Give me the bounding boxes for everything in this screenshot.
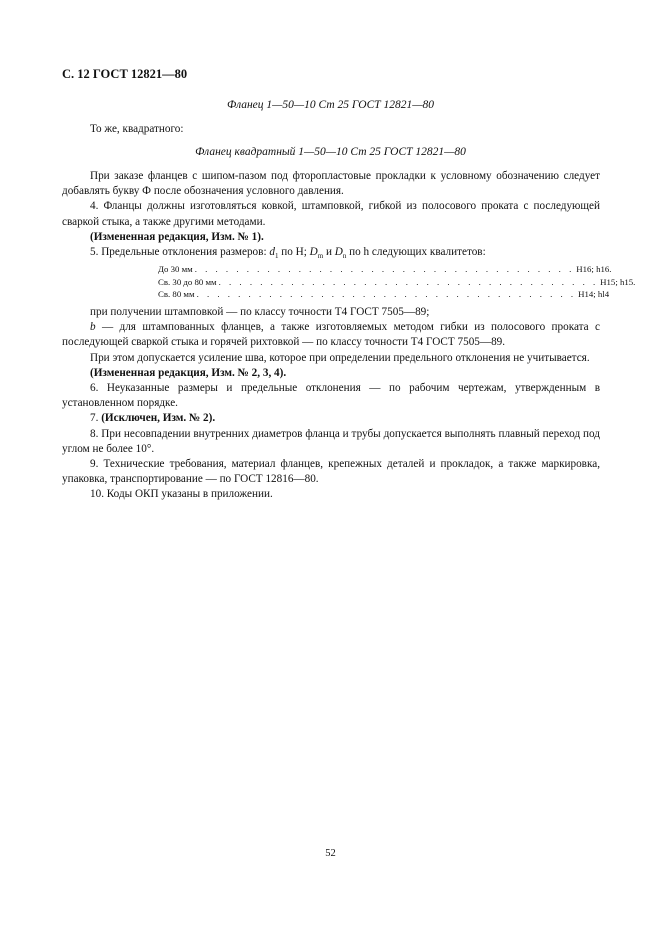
main-text-block-1 [62,169,600,264]
paragraph-7 [62,411,600,426]
paragraph-6: 6. Неуказанные размеры и предельные отклонения — по рабочим чертежам, утвержденным в установленном порядке. [62,382,600,410]
paragraph-stamping: при получении штамповкой — по классу точности Т4 ГОСТ 7505—89; [90,306,430,318]
same-square-line: То же, квадратного: [90,123,184,135]
leader-dots: . . . . . . . . . . . . . . . . . . . . . . . . . . . . . . . . . . . . . [194,264,575,274]
leader-dots: . . . . . . . . . . . . . . . . . . . . . . . . . . . . . . . . . . . . . [196,289,577,300]
p5-and: и [323,246,335,259]
paragraph-weld: При этом допускается усиление шва, которое при определении предельного отклонения не учитывается. [90,351,590,364]
table-row-label: До 30 мм [158,264,193,274]
table-row [158,263,612,276]
leader-dots: . . . . . . . . . . . . . . . . . . . . . . . . . . . . . . . . . . . . . [218,276,599,287]
paragraph-order: При заказе фланцев с шипом-пазом под фторопластовые прокладки к условному обозначению следует добавлять букву Ф после обозначения условного давления. [62,170,600,198]
p7-text: (Исключен, Изм. № 2). [101,412,216,425]
paragraph-4: 4. Фланцы должны изготовляться ковкой, штамповкой, гибкой из полосового проката с последующей сваркой стыка, а также другими методами. [62,200,600,228]
p-b-var: b [90,321,96,334]
paragraph-10: 10. Коды ОКП указаны в приложении. [90,488,273,501]
paragraph-9: 9. Технические требования, материал фланцев, крепежных деталей и прокладок, а также маркировка, упаковка, транспортирование — по ГОСТ 12816—80. [62,458,600,486]
p-b-text: — для штампованных фланцев, а также изготовляемых методом гибки из полосового проката с последующей сваркой стыка и горячей рихтовкой — по классу точности Т4 ГОСТ 7505—89. [62,321,600,349]
p5-dn-sub: n [342,252,347,261]
main-text-block-2 [62,305,600,503]
p5-rest: по h следующих квалитетов: [346,246,486,259]
designation-flange: Фланец 1—50—10 Ст 25 ГОСТ 12821—80 [227,99,434,111]
edit-note-234: (Измененная редакция, Изм. № 2, 3, 4). [90,366,287,379]
p5-dm-sub: m [317,252,324,261]
table-row-value: H16; h16. [576,264,612,274]
tolerance-table [158,263,636,301]
designation-square-flange: Фланец квадратный 1—50—10 Ст 25 ГОСТ 12821—80 [195,146,466,158]
page-number: 52 [325,848,336,859]
paragraph-b [62,320,600,350]
p5-prefix: 5. Предельные отклонения размеров: [90,246,270,259]
same-square-text [62,122,600,137]
table-row-value: H15; h15. [600,276,636,287]
p5-d1: d [269,246,275,259]
page-header: С. 12 ГОСТ 12821—80 [62,67,188,81]
paragraph-8: 8. При несовпадении внутренних диаметров фланца и трубы допускается выполнять плавный переход под углом не более 10°. [62,427,600,455]
table-row-value: H14; hl4 [578,289,610,300]
p5-dn: D [334,246,343,259]
p5-to-h: по H; [278,246,310,259]
paragraph-5 [62,245,600,264]
table-row-label: Св. 30 до 80 мм [158,276,217,287]
table-row [158,276,636,289]
table-row [158,288,610,301]
table-row-label: Св. 80 мм [158,289,195,300]
edit-note-1: (Измененная редакция, Изм. № 1). [90,230,264,243]
p5-dm: D [309,246,318,259]
p7-num: 7. [90,412,102,425]
p5-d1-sub: 1 [274,252,279,261]
